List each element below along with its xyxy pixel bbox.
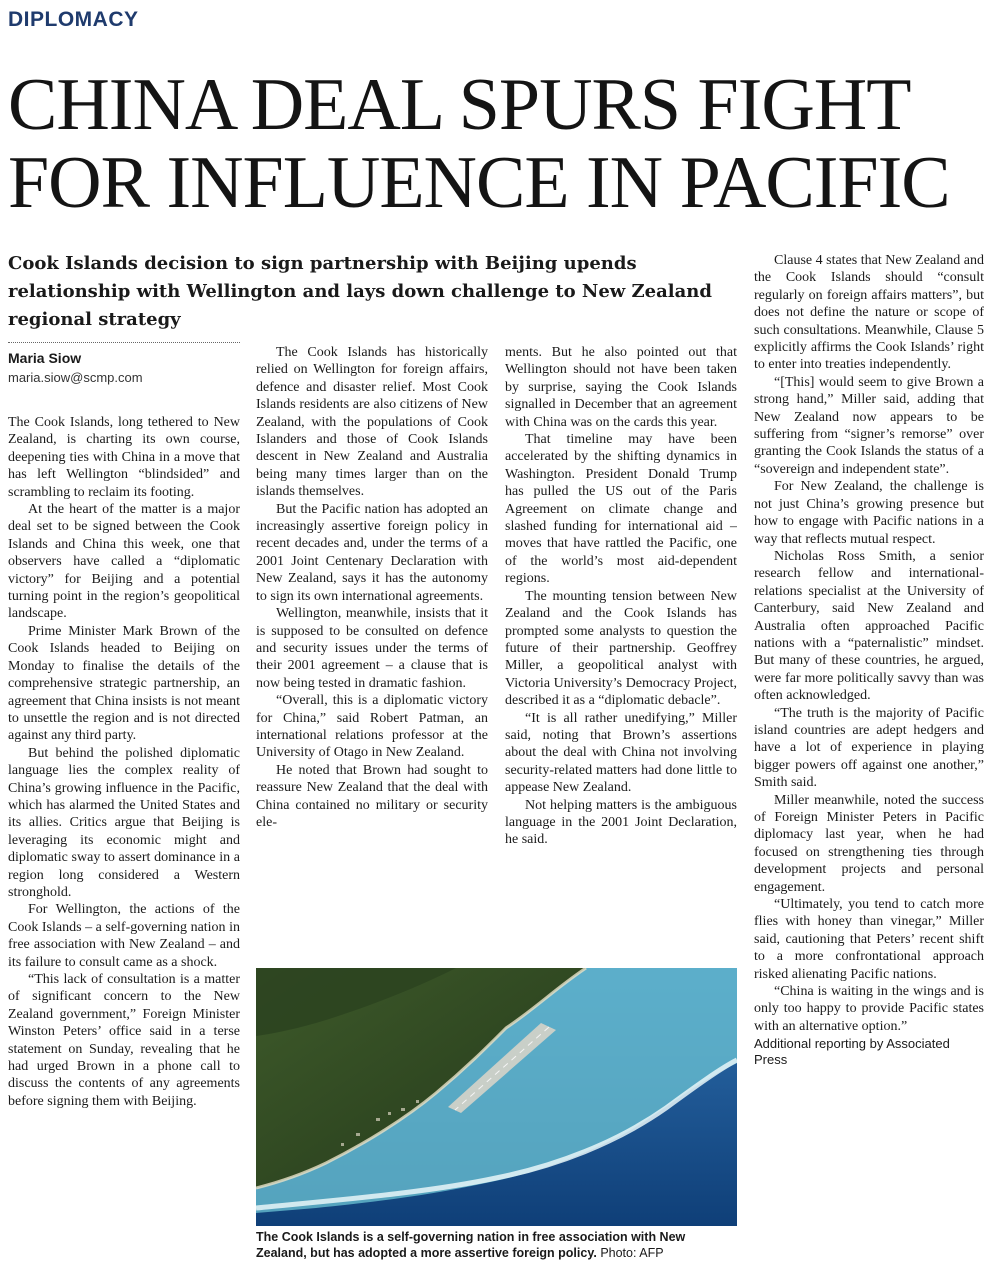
paragraph: Nicholas Ross Smith, a senior research fellow and international-relations specialist at the University of Canterbury, said New Zealand and Australia often approached Pacific nations with a “paternalistic” mindset. But many of these countries, he argued, were far more politically savvy than was often acknowledged. — [754, 548, 984, 704]
paragraph: “This lack of consultation is a matter of significant concern to the New Zealand government,” Foreign Minister Winston Peters’ office said in a terse statement on Sunday, revealing that he had urged Brown in a phone call to discuss the contents of any agreements before signing them with Beijing. — [8, 972, 240, 1109]
photo-credit: Photo: AFP — [600, 1246, 664, 1260]
paragraph: Miller meanwhile, noted the success of Foreign Minister Peters in Pacific diplomacy last year, when he had focused on strengthening ties through development projects and personal engagement. — [754, 792, 984, 895]
paragraph: The Cook Islands has historically relied on Wellington for foreign affairs, defence and disaster relief. Most Cook Islands residents are also citizens of New Zealand, with the populations of Cook Islanders and those of Cook Islands descent in New Zealand and Australia being many times larger than on the islands themselves. — [256, 345, 488, 500]
article-column-2 — [256, 344, 488, 954]
paragraph: But the Pacific nation has adopted an increasingly assertive foreign policy in recent decades and, under the terms of a 2001 Joint Centenary Declaration with New Zealand, says it has the autonomy to sign its own international agreements. — [256, 501, 488, 604]
paragraph: “It is all rather unedifying,” Miller said, noting that Brown’s assertions about the deal with China not involving security-related matters had done little to appease New Zealand. — [505, 710, 737, 796]
paragraph: Clause 4 states that New Zealand and the Cook Islands should “consult regularly on foreign affairs matters”, but does not define the nature or scope of such consultations. Meanwhile, Clause 5 explicitly affirms the Cook Islands’ right to enter into treaties independently. — [754, 253, 984, 373]
paragraph: “Overall, this is a diplomatic victory for China,” said Robert Patman, an international relations professor at the University of Otago in New Zealand. — [256, 693, 488, 761]
paragraph: Not helping matters is the ambiguous language in the 2001 Joint Declaration, he said. — [505, 797, 737, 848]
article-column-1 — [8, 414, 240, 1272]
paragraph: But behind the polished diplomatic language lies the complex reality of China’s growing influence in the Pacific, which has alarmed the United States and its allies. Critics argue that Beijing is leveraging its economic might and diplomatic sway to assert dominance in a region long considered a Western stronghold. — [8, 745, 240, 900]
paragraph: “China is waiting in the wings and is only too happy to provide Pacific states with an alternative option.” — [754, 984, 984, 1034]
headline: CHINA DEAL SPURS FIGHT FOR INFLUENCE IN PACIFIC — [8, 64, 950, 224]
paragraph: ments. But he also pointed out that Wellington should not have been taken by surprise, saying the Cook Islands signalled in December that an agreement with China was on the cards this year. — [505, 345, 737, 430]
paragraph: “[This] would seem to give Brown a strong hand,” Miller said, adding that New Zealand now appears to be suffering from “signer’s remorse” over granting the Cook Islands the status of a “sovereign and independent state”. — [754, 374, 984, 477]
paragraph: The mounting tension between New Zealand and the Cook Islands has prompted some analysts to question the future of their partnership. Geoffrey Miller, a geopolitical analyst with Victoria University’s Democracy Project, described it as a “diplomatic debacle”. — [505, 588, 737, 709]
paragraph: For Wellington, the actions of the Cook Islands – a self-governing nation in free association with New Zealand – and its failure to consult came as a shock. — [8, 902, 240, 970]
paragraph: The Cook Islands, long tethered to New Zealand, is charting its own course, deepening ties with China in a move that has left Wellington “blindsided” and scrambling to reclaim its footing. — [8, 415, 240, 500]
article-column-4 — [754, 252, 984, 1282]
author-email: maria.siow@scmp.com — [8, 370, 143, 385]
paragraph: He noted that Brown had sought to reassure New Zealand that the deal with China contained no military or security ele- — [256, 762, 488, 830]
byline-divider — [8, 342, 240, 343]
section-label: DIPLOMACY — [8, 8, 139, 31]
paragraph: At the heart of the matter is a major deal set to be signed between the Cook Islands and China this week, one that observers have called a “diplomatic victory” for Beijing and a potential turning point in the region’s geopolitical landscape. — [8, 502, 240, 622]
paragraph: That timeline may have been accelerated by the shifting dynamics in Washington. President Donald Trump has pulled the US out of the Paris Agreement on climate change and slashed funding for international aid – moves that have rattled the Pacific, one of the world’s most aid-dependent regions. — [505, 432, 737, 587]
photo-caption — [256, 1229, 737, 1261]
paragraph: “Ultimately, you tend to catch more flies with honey than vinegar,” Miller said, cautioning that Peters’ recent shift to a more confrontational approach risked alienating Pacific nations. — [754, 897, 984, 982]
deck-subheadline: Cook Islands decision to sign partnership with Beijing upends relationship with Wellington and lays down challenge to New Zealand regional strategy — [8, 253, 712, 330]
paragraph: “The truth is the majority of Pacific island countries are adept hedgers and have a lot of experience in playing bigger powers off against one another,” Smith said. — [754, 705, 984, 791]
paragraph: Prime Minister Mark Brown of the Cook Islands headed to Beijing on Monday to finalise the details of the comprehensive strategic partnership, an agreement that China insists is not meant to unsettle the region and is not directed against any third party. — [8, 623, 240, 744]
paragraph: Wellington, meanwhile, insists that it is supposed to be consulted on defence and security issues under the terms of their 2001 agreement – a clause that is now being tested in dramatic fashion. — [256, 606, 488, 691]
island-photo-illustration — [256, 968, 737, 1226]
caption-text: The Cook Islands is a self-governing nation in free association with New Zealand, but has adopted a more assertive foreign policy. — [256, 1230, 686, 1260]
paragraph: For New Zealand, the challenge is not just China’s growing presence but how to engage with Pacific nations in a way that reflects mutual respect. — [754, 479, 984, 547]
additional-reporting-note: Additional reporting by Associated Press — [754, 1036, 950, 1068]
article-column-3 — [505, 344, 737, 954]
author-name: Maria Siow — [8, 350, 82, 366]
aerial-island-photo — [256, 968, 737, 1226]
